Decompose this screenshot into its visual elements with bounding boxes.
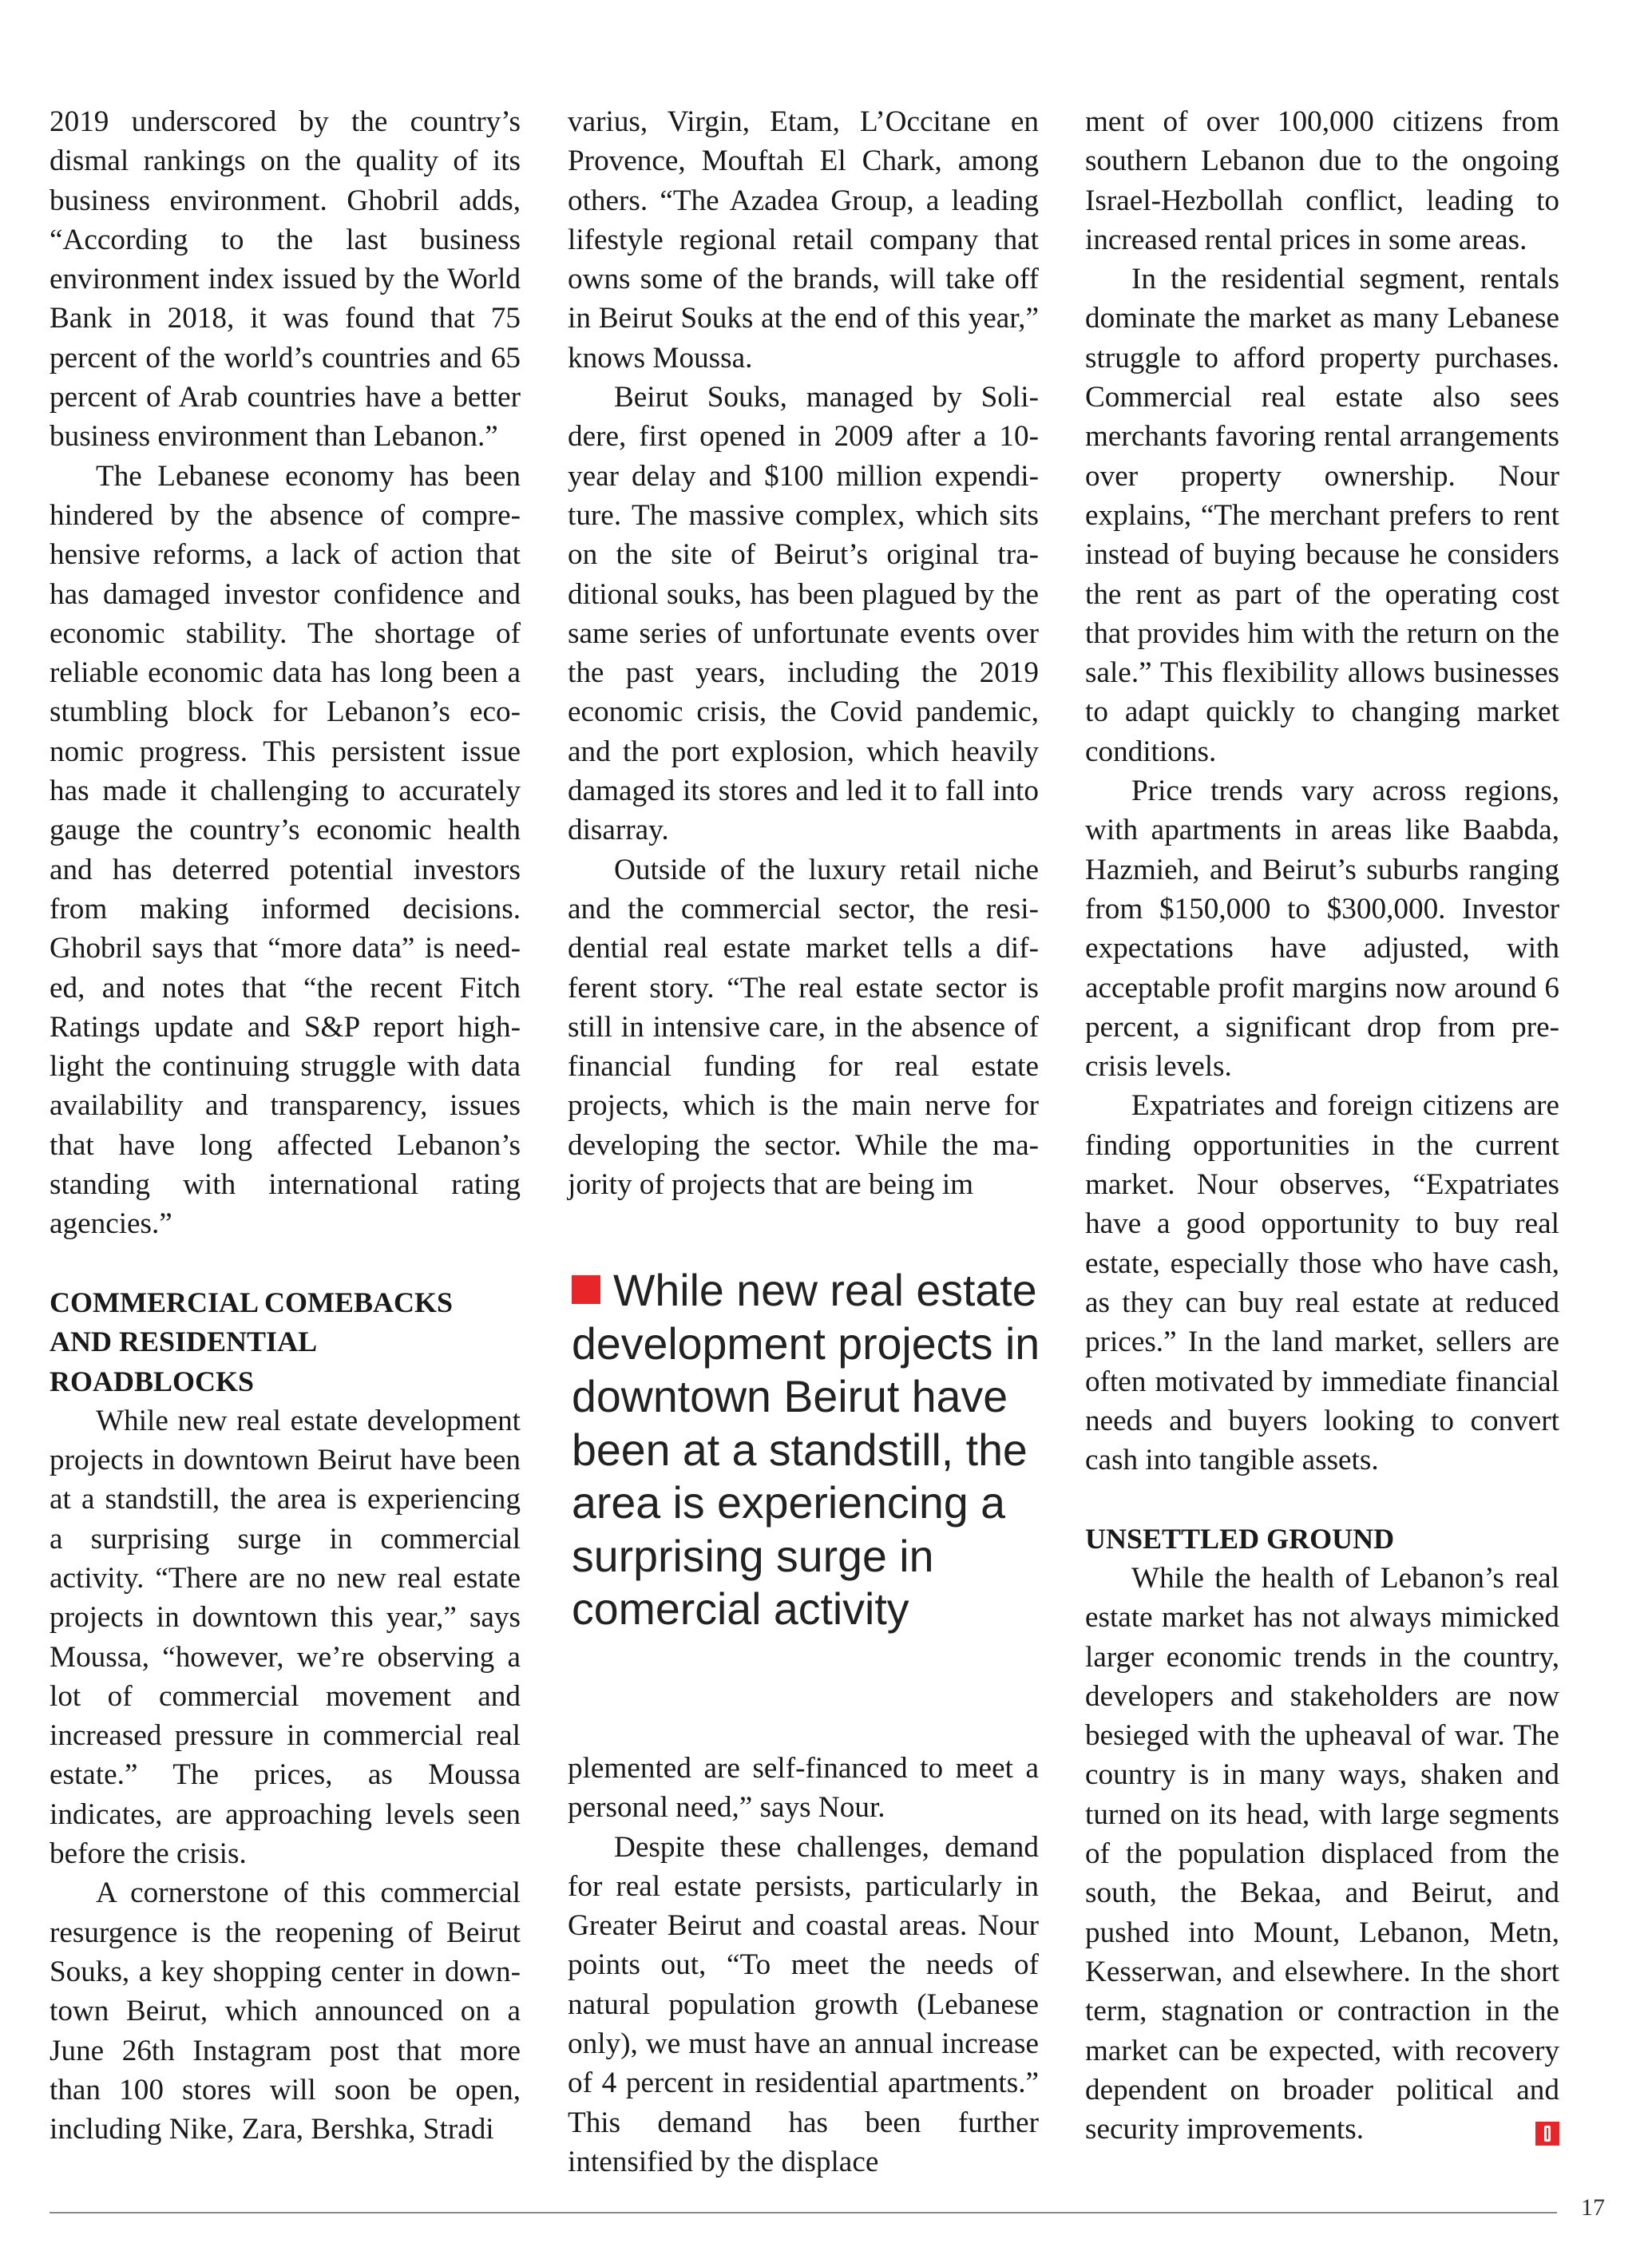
final-paragraph-wrap (1085, 1559, 1559, 2149)
page-number: 17 (1581, 2194, 1605, 2221)
paragraph: Despite these challenges, demand for real estate persists, particularly in Greater Beirut and coastal areas. Nour points out, “To meet the needs of natural population growth (Lebanese only), we must have an annual increase of 4 percent in residential apartments.” This demand has been further intensified by the displace (568, 1830, 1039, 2178)
section-heading-commercial (50, 1283, 521, 1401)
article-column-3 (1085, 102, 1559, 2149)
red-square-icon (572, 1275, 600, 1304)
paragraph: varius, Virgin, Etam, L’Occitane en Provence, Mouftah El Chark, among others. “The Azadea Group, a leading lifestyle regional retail company that owns some of the brands, will take off in Beirut Souks at the end of this year,” knows Moussa. (568, 105, 1039, 375)
paragraph: In the residential segment, rentals dominate the market as many Lebanese struggle to afford property purchases. Commercial real estate also sees merchants favoring rental arrangements over property ownership. Nour explains, “The merchant prefers to rent instead of buying because he considers the rent as part of the operating cost that provides him with the return on the sale.” This flexibility allows businesses to adapt quickly to changing market conditions. (1085, 263, 1559, 768)
footer-rule (50, 2212, 1557, 2213)
pull-quote-text: While new real estate development projects in downtown Beirut have been at a standstill, the area is experiencing a surprising surge in comercial activity (572, 1266, 1040, 1634)
paragraph: Price trends vary across regions, with apartments in areas like Baabda, Hazmieh, and Beirut’s suburbs ranging from $150,000 to $300,000. Investor expectations have adjusted, with acceptable profit margins now around 6 percent, a significant drop from pre-crisis levels. (1085, 775, 1559, 1084)
heading-line: ROADBLOCKS (50, 1365, 255, 1397)
paragraph: Outside of the luxury retail niche and the commercial sector, the residential real estate market tells a different story. “The real estate sector is still in intensive care, in the absence of financial funding for real estate projects, which is the main nerve for developing the sector. While the majority of projects that are being im (568, 853, 1039, 1202)
article-column-2-bottom (568, 1749, 1039, 2182)
heading-line: COMMERCIAL COMEBACKS (50, 1286, 454, 1318)
article-column-2-top (568, 102, 1039, 1204)
article-column-1 (50, 102, 521, 2149)
paragraph: The Lebanese economy has been hindered by the absence of comprehensive reforms, a lack of action that has damaged investor confidence and economic stability. The shortage of reliable economic data has long been a stumbling block for Lebanon’s economic progress. This persistent issue has made it challenging to accurately gauge the country’s economic health and has deterred potential investors from making informed decisions. Ghobril says that “more data” is needed, and notes that “the recent Fitch Ratings update and S&P report highlight the continuing struggle with data availability and transparency, issues that have long affected Lebanon’s standing with international rating agencies.” (50, 459, 521, 1241)
paragraph: While the health of Lebanon’s real estate market has not always mimicked larger economic trends in the country, developers and stakeholders are now besieged with the upheaval of war. The country is in many ways, shaken and turned on its head, with large segments of the population displaced from the south, the Bekaa, and Beirut, and pushed into Mount, Lebanon, Metn, Kesserwan, and elsewhere. In the short term, stagnation or contraction in the market can be expected, with recovery dependent on broader political and security improvements. (1085, 1561, 1559, 2146)
paragraph: plemented are self-financed to meet a personal need,” says Nour. (568, 1752, 1039, 1825)
section-heading-unsettled: UNSETTLED GROUND (1085, 1522, 1395, 1555)
paragraph: ment of over 100,000 citizens from southern Lebanon due to the ongoing Israel-Hezbollah conflict, leading to increased rental prices in some areas. (1085, 105, 1559, 256)
paragraph: A cornerstone of this commercial resurgence is the reopening of Beirut Souks, a key shopping center in downtown Beirut, which announced on a June 26th Instagram post that more than 100 stores will soon be open, including Nike, Zara, Bershka, Stradi (50, 1877, 521, 2146)
paragraph: Beirut Souks, managed by Solidere, first opened in 2009 after a 10-year delay and $100 million expenditure. The massive complex, which sits on the site of Beirut’s original traditional souks, has been plagued by the same series of unfortunate events over the past years, including the 2019 economic crisis, the Covid pandemic, and the port explosion, which heavily damaged its stores and led it to fall into disarray. (568, 381, 1039, 847)
paragraph: Expatriates and foreign citizens are finding opportunities in the current market. Nour observes, “Expatriates have a good opportunity to buy real estate, especially those who have cash, as they can buy real estate at reduced prices.” In the land market, sellers are often motivated by immediate financial needs and buyers looking to convert cash into tangible assets. (1085, 1089, 1559, 1477)
paragraph: 2019 underscored by the country’s dismal rankings on the quality of its business environment. Ghobril adds, “According to the last business environment index issued by the World Bank in 2018, it was found that 75 percent of the world’s countries and 65 percent of Arab countries have a better business environment than Lebanon.” (50, 105, 521, 454)
end-of-article-icon (1535, 2122, 1559, 2146)
pull-quote (572, 1264, 1043, 1636)
heading-line: AND RESIDENTIAL (50, 1326, 318, 1358)
paragraph: While new real estate development projects in downtown Beirut have been at a standstill, the area is experiencing a surprising surge in commercial activity. “There are no new real estate projects in downtown this year,” says Moussa, “however, we’re observing a lot of commercial movement and increased pressure in commercial real estate.” The prices, as Moussa indicates, are approaching levels seen before the crisis. (50, 1404, 521, 1871)
